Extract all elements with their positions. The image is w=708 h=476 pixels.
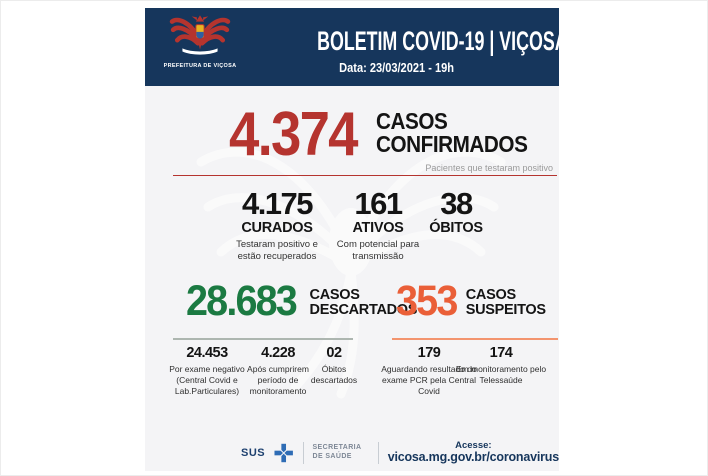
suspected-label-bottom: SUSPEITOS — [465, 301, 546, 318]
active-note: Com potencial para transmissão — [336, 239, 420, 262]
footer-divider — [378, 442, 379, 464]
detail-note: Por exame negativo (Central Covid e Lab.Particulares) — [169, 364, 245, 397]
discarded-label-top: CASOS — [309, 287, 360, 303]
deaths-value: 38 — [440, 186, 472, 221]
suspected-label — [466, 282, 546, 317]
detail-note: Em monitoramento pelo Telessaúde — [455, 364, 547, 386]
stat-deaths — [403, 188, 509, 236]
active-value: 161 — [354, 186, 402, 221]
city-crest-icon — [169, 13, 231, 57]
page-title-text: BOLETIM COVID-19 | VIÇOSA (MG) — [317, 26, 613, 56]
detail-note: Aguardando resultado do exame PCR pela Central Covid — [381, 364, 477, 397]
sus-wordmark: SUS — [241, 447, 266, 460]
detail-note: Após cumprirem período de monitoramento — [247, 364, 309, 397]
detail-value: 179 — [417, 345, 441, 361]
confirmed-label-top: CASOS — [376, 108, 448, 134]
detail-note: Óbitos descartados — [310, 364, 358, 386]
page-title — [241, 26, 613, 57]
suspected-cases-block — [396, 277, 546, 325]
discarded-label-bottom: DESCARTADOS — [309, 301, 418, 318]
detail-value: 24.453 — [186, 345, 228, 361]
confirmed-label-bottom: CONFIRMADOS — [376, 130, 528, 157]
header-titles — [241, 8, 613, 86]
suspected-label-top: CASOS — [465, 287, 516, 303]
bulletin-body — [145, 86, 559, 471]
confirmed-label — [376, 108, 527, 155]
date-label — [241, 59, 553, 77]
suspected-underline — [392, 338, 558, 340]
footer — [241, 441, 559, 465]
deaths-label: ÓBITOS — [429, 220, 483, 236]
detail-value: 02 — [326, 345, 342, 361]
cured-note: Testaram positivo e estão recuperados — [236, 239, 318, 262]
sus-cross-icon — [274, 443, 293, 463]
suspected-value: 353 — [396, 277, 457, 325]
discarded-cases-block — [186, 277, 418, 325]
access-block — [388, 441, 559, 465]
confirmed-underline — [173, 175, 557, 176]
confirmed-value: 4.374 — [229, 100, 357, 169]
discarded-underline — [173, 338, 353, 340]
footer-divider — [303, 442, 304, 464]
access-url: vicosa.mg.gov.br/coronavirus — [387, 450, 559, 465]
city-crest — [157, 13, 243, 69]
date-text: Data: 23/03/2021 - 19h — [339, 60, 455, 75]
detail-value: 174 — [489, 345, 513, 361]
confirmed-caption: Pacientes que testaram positivo — [425, 163, 553, 173]
stat-cured — [222, 188, 332, 263]
access-label: Acesse: — [455, 440, 492, 451]
active-label: ATIVOS — [352, 220, 404, 236]
detail-telehealth-monitoring — [452, 345, 550, 386]
secretaria-label: SECRETARIA DE SAÚDE — [312, 444, 362, 461]
cured-value: 4.175 — [241, 186, 313, 221]
detail-deaths-discarded — [298, 345, 370, 386]
discarded-value: 28.683 — [186, 277, 296, 325]
cured-label: CURADOS — [241, 220, 313, 236]
org-name-label: PREFEITURA DE VIÇOSA — [163, 63, 237, 69]
detail-value: 4.228 — [261, 345, 295, 361]
header-banner — [145, 8, 613, 86]
